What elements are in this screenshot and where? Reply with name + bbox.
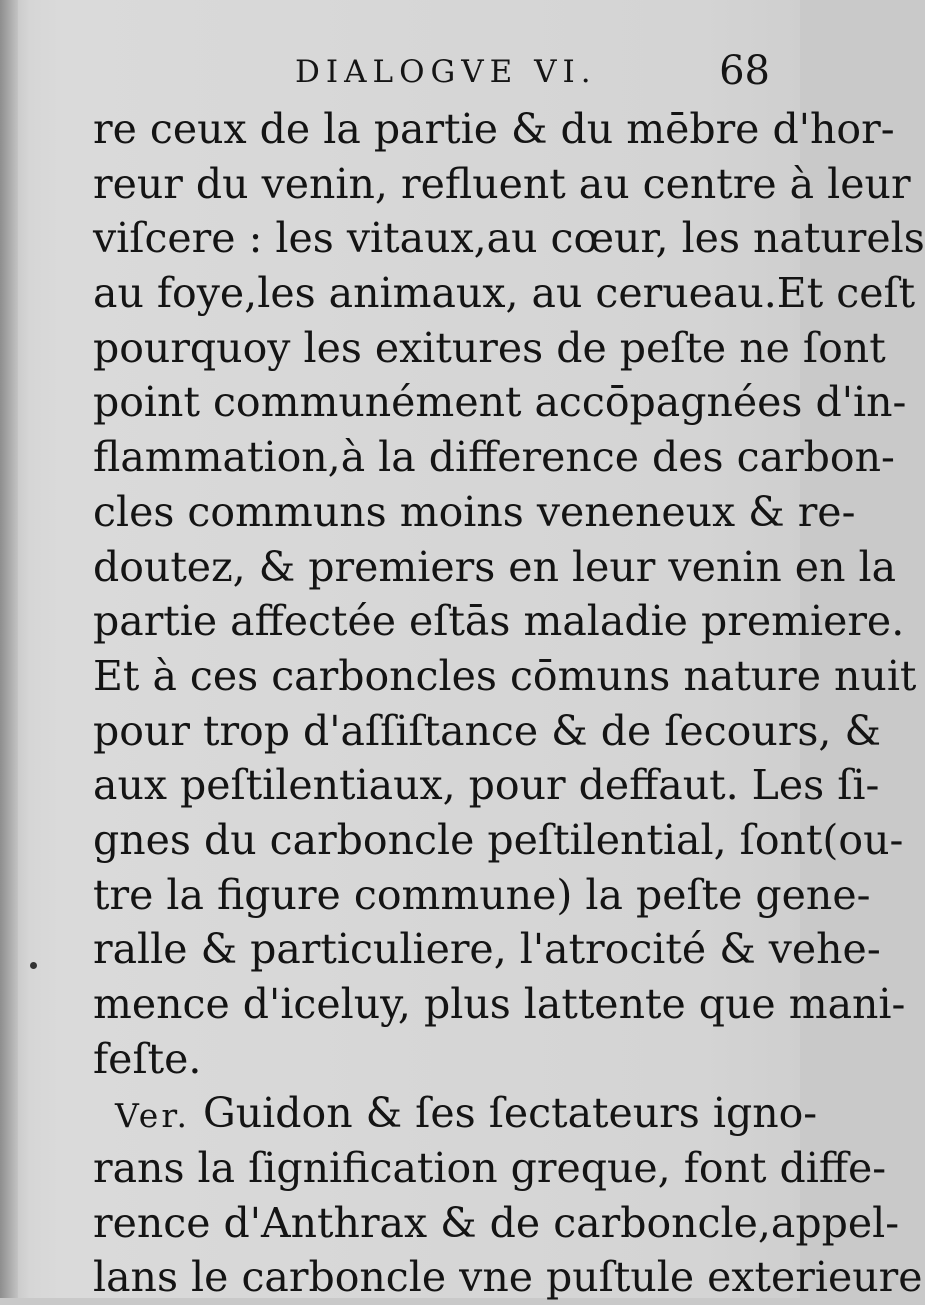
text-fragment: Guidon & ſes ſectateurs igno- [189,1089,818,1138]
text-line: lans le carboncle vne puſtule exterieure [93,1253,923,1302]
text-line: tre la figure commune) la peſte gene- [93,870,871,919]
margin-mark [30,962,37,969]
running-head: DIALOGVE VI. [295,54,597,90]
text-line: mence d'iceluy, plus lattente que mani- [93,980,906,1028]
page-gutter-shadow [0,0,18,1298]
page-header [95,48,770,98]
text-line: gnes du carboncle peſtilential, ſont(ou- [93,815,904,864]
text-line: cles communs moins veneneux & re- [93,487,856,536]
text-line: rans la ſignification greque, font diffe- [93,1144,887,1193]
text-line: pour trop d'aſſiſtance & de ſecours, & [93,706,881,755]
text-line: pourquoy les exitures de peſte ne ſont [93,323,886,372]
text-line: au foye,les animaux, au cerueau.Et ceſt [93,269,916,318]
speaker-label: Ver. [115,1096,190,1136]
text-line: viſcere : les vitaux,au cœur, les naturels [93,214,925,263]
text-line: reur du venin, refluent au centre à leur [93,159,911,208]
text-line: partie affectée eſtās maladie premiere. [93,597,905,646]
text-line: aux peſtilentiaux, pour deffaut. Les ſi- [93,761,880,810]
text-line: rence d'Anthrax & de carboncle,appel- [93,1198,900,1247]
body-text [93,102,925,1305]
text-line: ralle & particuliere, l'atrocité & vehe- [93,925,881,974]
text-line: feſte. [93,1034,202,1083]
text-line: re ceux de la partie & du mēbre d'hor- [93,105,895,153]
text-line: doutez, & premiers en leur venin en la [93,542,897,591]
text-line: Et à ces carboncles cōmuns nature nuit [93,651,917,700]
text-line: point communément accōpagnées d'in- [93,378,907,427]
text-line: flammation,à la difference des carbon- [93,433,895,482]
paragraph-opening-line [93,1086,818,1141]
page-number: 68 [719,48,770,94]
